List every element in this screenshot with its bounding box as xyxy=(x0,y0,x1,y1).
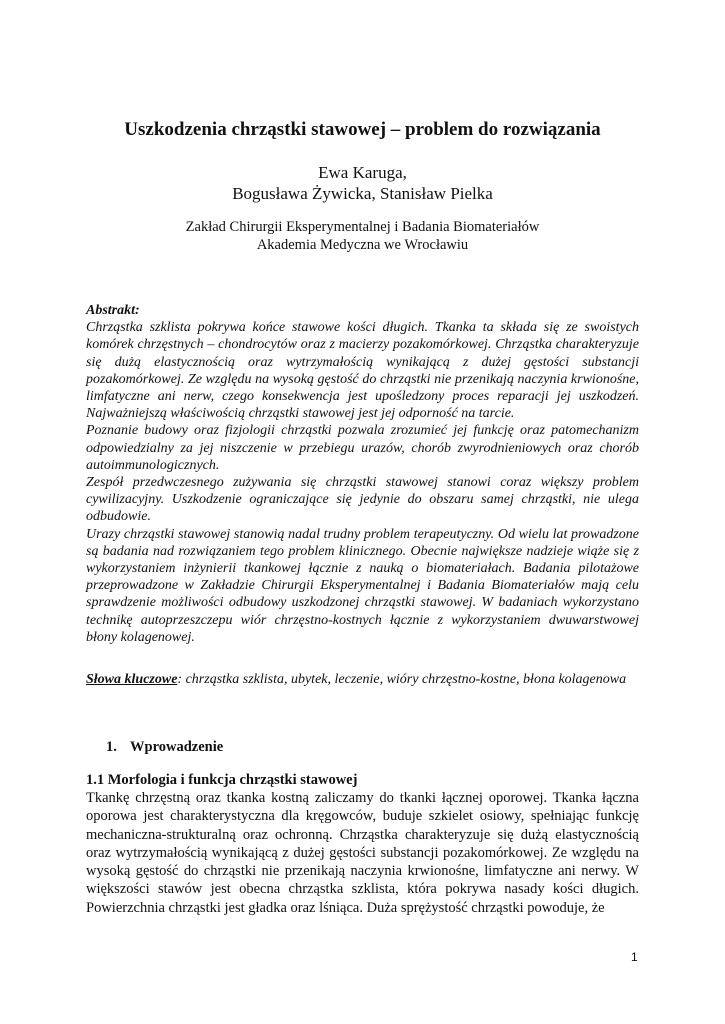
body-paragraph: Tkankę chrzęstną oraz tkanka kostną zaliczamy do tkanki łącznej oporowej. Tkanka łączna oporowa jest charakterystyczna dla kręgowców, buduje szkielet osiowy, spełniając funkcję mechaniczna-strukturalną oraz ochronną. Chrząstka charakteryzuje się dużą elastycznością oraz wytrzymałością wynikającą z dużej gęstości substancji pozakomórkowej. Ze względu na wysoką gęstość do chrząstki nie przenikają naczynia krwionośne, limfatyczne ani nerwy. W większości stawów jest obecna chrząstka szklista, która pokrywa nasady kości długich. Powierzchnia chrząstki jest gładka oraz lśniąca. Duża sprężystość chrząstki powoduje, że xyxy=(86,790,639,916)
abstract-paragraph-4: Urazy chrząstki stawowej stanowią nadal trudny problem terapeutyczny. Od wielu lat prowadzone są badania nad rozwiązaniem tego problem klinicznego. Obecnie największe nadzieje wiąże się z wykorzystaniem inżynierii tkankowej łącznie z nauką o biomateriałach. Badania pilotażowe przeprowadzone w Zakładzie Chirurgii Eksperymentalnej i Badania Biomateriałów mają celu sprawdzenie możliwości odbudowy uszkodzonej chrząstki stawowej. W badaniach wykorzystano technikę autoprzeszczepu wiór chrzęstno-kostnych łącznie z wykorzystaniem dwuwarstwowej błony kolagenowej. xyxy=(86,526,639,645)
section-title: Wprowadzenie xyxy=(130,739,224,755)
authors-line-2: Bogusława Żywicka, Stanisław Pielka xyxy=(232,184,493,203)
abstract-heading: Abstrakt: xyxy=(86,303,140,318)
keywords-section xyxy=(86,671,639,688)
abstract-paragraph-2: Poznanie budowy oraz fizjologii chrząstki pozwala zrozumieć jej funkcję oraz patomechanizm odpowiedzialny za jej niszczenie w przebiegu urazów, chorób zwyrodnieniowych oraz chorób autoimmunologicznych. xyxy=(86,423,639,473)
affiliation-line-1: Zakład Chirurgii Eksperymentalnej i Badania Biomateriałów xyxy=(185,219,540,235)
subsection-heading: 1.1 Morfologia i funkcja chrząstki stawowej xyxy=(86,772,358,788)
section-number: 1. xyxy=(106,739,117,755)
page-number: 1 xyxy=(631,950,638,964)
keywords-text: chrząstka szklista, ubytek, leczenie, wióry chrzęstno-kostne, błona kolagenowa xyxy=(182,672,627,687)
abstract-paragraph-1: Chrząstka szklista pokrywa końce stawowe kości długich. Tkanka ta składa się ze swoistych komórek chrzęstnych – chondrocytów oraz z macierzy pozakomórkowej. Chrząstka charakteryzuje się dużą elastycznością oraz wytrzymałością wynikającą z dużej gęstości substancji pozakomórkowej. Ze względu na wysoką gęstość do chrząstki nie przenikają naczynia krwionośne, limfatyczne ani nerw, czego konsekwencja jest upośledzony proces reparacji jej uszkodzeń. Najważniejszą właściwością chrząstki stawowej jest jej odporność na tarcie. xyxy=(86,320,639,422)
paper-title: Uszkodzenia chrząstki stawowej – problem do rozwiązania xyxy=(124,119,601,140)
authors-line-1: Ewa Karuga, xyxy=(318,163,407,182)
authors-block xyxy=(0,162,725,204)
keywords-label: Słowa kluczowe xyxy=(86,672,178,687)
abstract-paragraph-3: Zespół przedwczesnego zużywania się chrząstki stawowej stanowi coraz większy problem cywilizacyjny. Uszkodzenie ograniczające się jedynie do obszaru samej chrząstki, nie ulega odbudowie. xyxy=(86,475,639,525)
affiliation-line-2: Akademia Medyczna we Wrocławiu xyxy=(256,237,469,253)
body-text xyxy=(86,789,639,917)
abstract-section xyxy=(86,302,639,646)
section-heading xyxy=(106,738,223,756)
affiliation-block xyxy=(0,218,725,254)
keywords-separator: : xyxy=(177,672,183,687)
